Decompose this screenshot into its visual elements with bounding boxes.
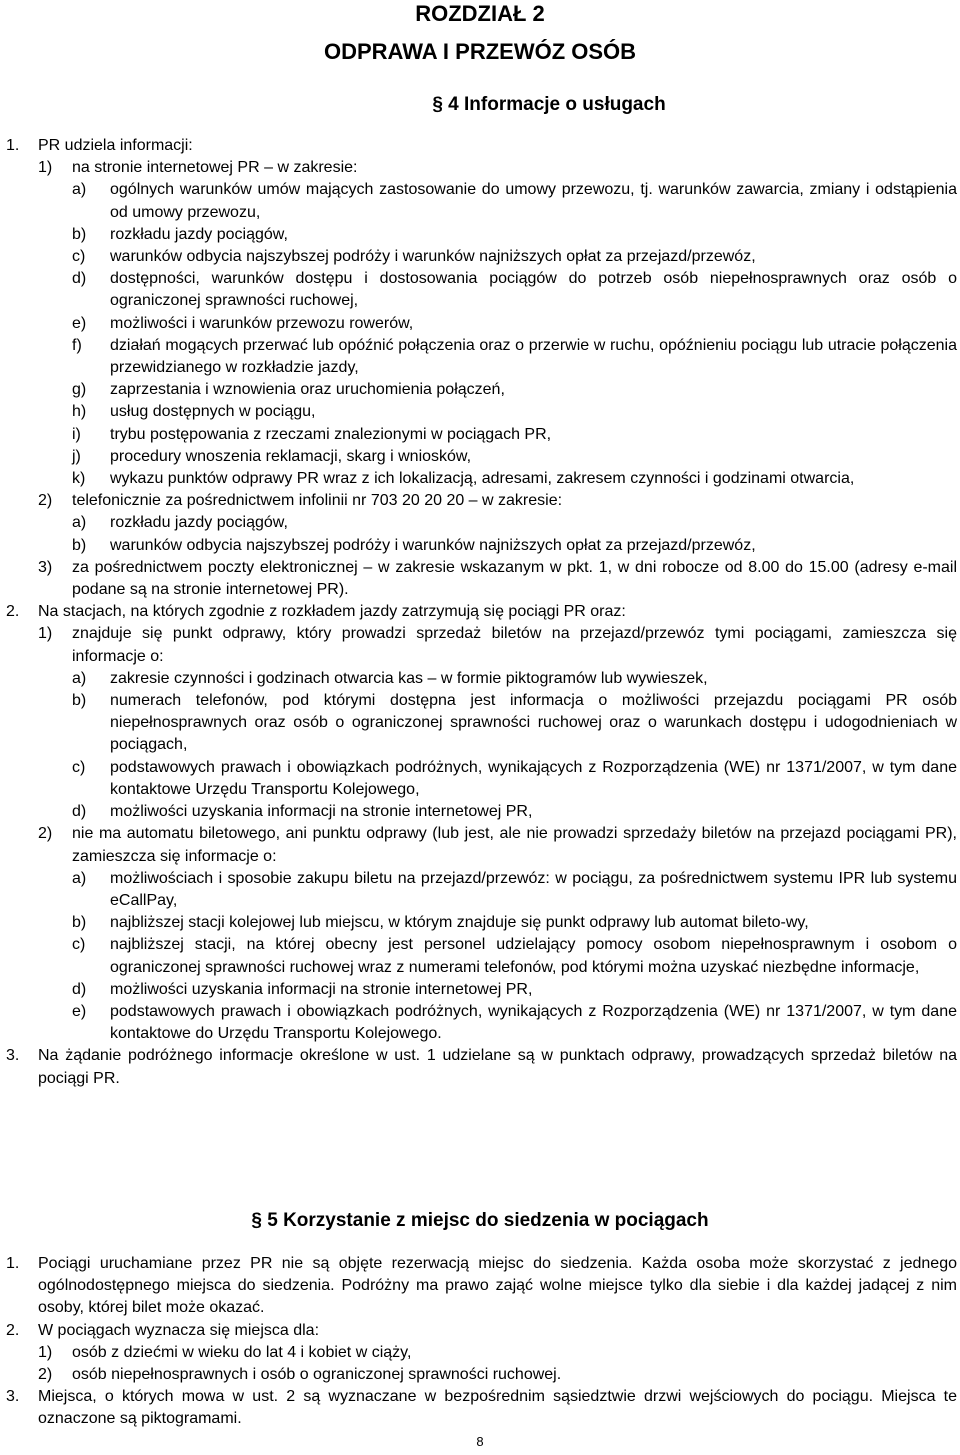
page-number: 8	[476, 1434, 484, 1449]
paragraph-number: 1.	[6, 1255, 20, 1272]
sub-item-letter: j)	[72, 447, 81, 465]
paragraph-1	[0, 135, 960, 157]
item-text: za pośrednictwem poczty elektronicznej – w zakresie wskazanym w pkt. 1, w dni robocze od 8.00 do 15.00 (adresy e-mail podane są na stronie internetowej PR).	[72, 558, 957, 599]
sub-item-letter: i)	[72, 425, 81, 443]
sub-item	[0, 468, 960, 490]
sub-item	[0, 934, 960, 978]
sub-item-text: działań mogących przerwać lub opóźnić połączenia oraz o przerwie w ruchu, opóźnieniu pociągu lub utracie połączenia przewidzianego w rozkładzie jazdy,	[110, 336, 957, 377]
paragraph-2	[0, 601, 960, 623]
sub-item-text: warunków odbycia najszybszej podróży i warunków najniższych opłat za przejazd/przewóz,	[110, 536, 756, 554]
chapter-number: ROZDZIAŁ 2	[415, 1, 545, 26]
sub-item-text: warunków odbycia najszybszej podróży i warunków najniższych opłat za przejazd/przewóz,	[110, 248, 756, 266]
paragraph-number: 3.	[6, 1388, 20, 1406]
section-5-title: § 5 Korzystanie z miejsc do siedzenia w pociągach	[251, 1210, 709, 1231]
item-text: znajduje się punkt odprawy, który prowadzi sprzedaż biletów na przejazd/przewóz tymi pociągami, zamieszcza się informacje o:	[72, 625, 957, 665]
paragraph-number: 2.	[6, 603, 20, 621]
sub-item	[0, 912, 960, 934]
paragraph-number: 3.	[6, 1047, 20, 1065]
sub-item	[0, 1001, 960, 1045]
paragraph-number: 2.	[6, 1321, 20, 1339]
paragraph-3	[0, 1045, 960, 1089]
list-item	[0, 157, 960, 179]
item-number: 1)	[38, 159, 53, 177]
sub-item-letter: a)	[72, 869, 87, 887]
sub-item-letter: d)	[72, 803, 87, 821]
sub-item	[0, 313, 960, 335]
sub-item-letter: c)	[72, 936, 86, 954]
section-5-body	[0, 1253, 960, 1431]
list-item	[0, 1364, 960, 1386]
sub-item-letter: b)	[72, 914, 87, 932]
sub-item	[0, 224, 960, 246]
sub-item-letter: g)	[72, 381, 87, 399]
sub-item-text: rozkładu jazdy pociągów,	[110, 225, 288, 243]
sub-item	[0, 690, 960, 757]
item-number: 2)	[38, 825, 53, 843]
sub-item	[0, 179, 960, 223]
item-text: nie ma automatu biletowego, ani punktu odprawy (lub jest, ale nie prowadzi sprzedaży biletów na przejazd pociągami PR), zamieszcza się informacje o:	[72, 825, 957, 865]
sub-item-letter: c)	[72, 758, 86, 776]
paragraph-2	[0, 1320, 960, 1342]
sub-item	[0, 268, 960, 312]
sub-item-text: zaprzestania i wznowienia oraz uruchomienia połączeń,	[110, 381, 505, 399]
sub-item	[0, 801, 960, 823]
sub-item	[0, 246, 960, 268]
sub-item	[0, 424, 960, 446]
item-text: na stronie internetowej PR – w zakresie:	[72, 159, 358, 177]
item-number: 1)	[38, 1343, 53, 1361]
list-item	[0, 623, 960, 667]
sub-item-letter: b)	[72, 536, 87, 554]
sub-item-text: zakresie czynności i godzinach otwarcia kas – w formie piktogramów lub wywieszek,	[110, 669, 708, 687]
sub-item-letter: k)	[72, 470, 86, 488]
sub-item	[0, 401, 960, 423]
item-number: 3)	[38, 558, 53, 576]
sub-item	[0, 757, 960, 801]
sub-item	[0, 446, 960, 468]
sub-item	[0, 535, 960, 557]
sub-item-text: podstawowych prawach i obowiązkach podróżnych, wynikających z Rozporządzenia (WE) nr 1371/2007, w tym dane kontaktowe Urzędu Transportu Kolejowego,	[110, 758, 957, 798]
sub-item-letter: a)	[72, 514, 87, 532]
paragraph-text: Na żądanie podróżnego informacje określone w ust. 1 udzielane są w punktach odprawy, prowadzących sprzedaż biletów na pociągi PR.	[38, 1047, 957, 1087]
sub-item	[0, 335, 960, 379]
paragraph-text: PR udziela informacji:	[38, 137, 193, 154]
sub-item	[0, 379, 960, 401]
sub-item-text: usług dostępnych w pociągu,	[110, 403, 316, 421]
item-number: 1)	[38, 625, 53, 643]
list-item	[0, 557, 960, 601]
sub-item-letter: a)	[72, 181, 87, 199]
item-number: 2)	[38, 1366, 53, 1384]
paragraph-1	[0, 1253, 960, 1320]
paragraph-text: Pociągi uruchamiane przez PR nie są objęte rezerwacją miejsc do siedzenia. Każda osoba może skorzystać z jednego ogólnodostępnego miejsca do siedzenia. Podróżny ma prawo zająć wolne miejsce tylko dla siebie i dla każdej jadącej z nim osoby, której bilet może okazać.	[38, 1255, 957, 1317]
paragraph-text: W pociągach wyznacza się miejsca dla:	[38, 1321, 320, 1339]
sub-item-text: dostępności, warunków dostępu i dostosowania pociągów do potrzeb osób niepełnosprawnych oraz osób o ograniczonej sprawności ruchowej,	[110, 270, 957, 310]
sub-item-text: podstawowych prawach i obowiązkach podróżnych, wynikających z Rozporządzenia (WE) nr 1371/2007, w tym dane kontaktowe do Urzędu Transportu Kolejowego.	[110, 1002, 957, 1043]
sub-item	[0, 868, 960, 912]
item-text: osób z dziećmi w wieku do lat 4 i kobiet w ciąży,	[72, 1343, 412, 1361]
sub-item-letter: c)	[72, 248, 86, 266]
item-text: osób niepełnosprawnych i osób o ograniczonej sprawności ruchowej.	[72, 1366, 562, 1384]
sub-item-letter: f)	[72, 336, 82, 354]
sub-item-letter: e)	[72, 314, 87, 332]
paragraph-3	[0, 1386, 960, 1430]
list-item	[0, 490, 960, 512]
sub-item-text: najbliższej stacji kolejowej lub miejscu, w którym znajduje się punkt odprawy lub automat bileto-wy,	[110, 914, 809, 932]
sub-item-letter: d)	[72, 270, 87, 288]
sub-item-text: możliwościach i sposobie zakupu biletu na przejazd/przewóz: w pociągu, za pośrednictwem systemu IPR lub systemu eCallPay,	[110, 869, 957, 909]
sub-item-text: najbliższej stacji, na której obecny jest personel udzielający pomocy osobom niepełnosprawnym i osobom o ograniczonej sprawności ruchowej wraz z numerami telefonów, pod którymi można uzyskać niezbędne informacje,	[110, 936, 957, 976]
sub-item-letter: b)	[72, 225, 87, 243]
paragraph-text: Miejsca, o których mowa w ust. 2 są wyznaczane w bezpośrednim sąsiedztwie drzwi wejściowych do pociągu. Miejsca te oznaczone są piktogramami.	[38, 1388, 957, 1428]
sub-item-letter: d)	[72, 980, 87, 998]
sub-item-letter: b)	[72, 692, 87, 710]
sub-item	[0, 668, 960, 690]
sub-item-letter: e)	[72, 1002, 87, 1020]
sub-item-text: procedury wnoszenia reklamacji, skarg i wniosków,	[110, 447, 472, 465]
sub-item-text: możliwości uzyskania informacji na stronie internetowej PR,	[110, 980, 533, 998]
sub-item-text: trybu postępowania z rzeczami znalezionymi w pociągach PR,	[110, 425, 552, 443]
paragraph-text: Na stacjach, na których zgodnie z rozkładem jazdy zatrzymują się pociągi PR oraz:	[38, 603, 626, 621]
sub-item-letter: h)	[72, 403, 87, 421]
sub-item-text: wykazu punktów odprawy PR wraz z ich lokalizacją, adresami, zakresem czynności i godzinami otwarcia,	[110, 470, 855, 488]
list-item	[0, 823, 960, 867]
item-text: telefonicznie za pośrednictwem infolinii nr 703 20 20 20 – w zakresie:	[72, 492, 563, 510]
chapter-title: ODPRAWA I PRZEWÓZ OSÓB	[323, 39, 637, 64]
list-item	[0, 1342, 960, 1364]
section-4-body	[0, 135, 960, 1090]
sub-item-text: numerach telefonów, pod którymi dostępna jest informacja o możliwości przejazdu pociągami PR osób niepełnosprawnych oraz osób o ograniczonej sprawności ruchowej oraz o warunkach dostępu i udogodnieniach w pociągach,	[110, 692, 957, 754]
sub-item-text: ogólnych warunków umów mających zastosowanie do umowy przewozu, tj. warunków zawarcia, zmiany i odstąpienia od umowy przewozu,	[110, 181, 957, 221]
sub-item	[0, 979, 960, 1001]
item-number: 2)	[38, 492, 53, 510]
sub-item	[0, 512, 960, 534]
paragraph-number: 1.	[6, 137, 20, 154]
sub-item-text: rozkładu jazdy pociągów,	[110, 514, 288, 532]
sub-item-text: możliwości i warunków przewozu rowerów,	[110, 314, 414, 332]
section-4-title: § 4 Informacje o usługach	[432, 94, 666, 115]
sub-item-letter: a)	[72, 669, 87, 687]
sub-item-text: możliwości uzyskania informacji na stronie internetowej PR,	[110, 803, 533, 821]
